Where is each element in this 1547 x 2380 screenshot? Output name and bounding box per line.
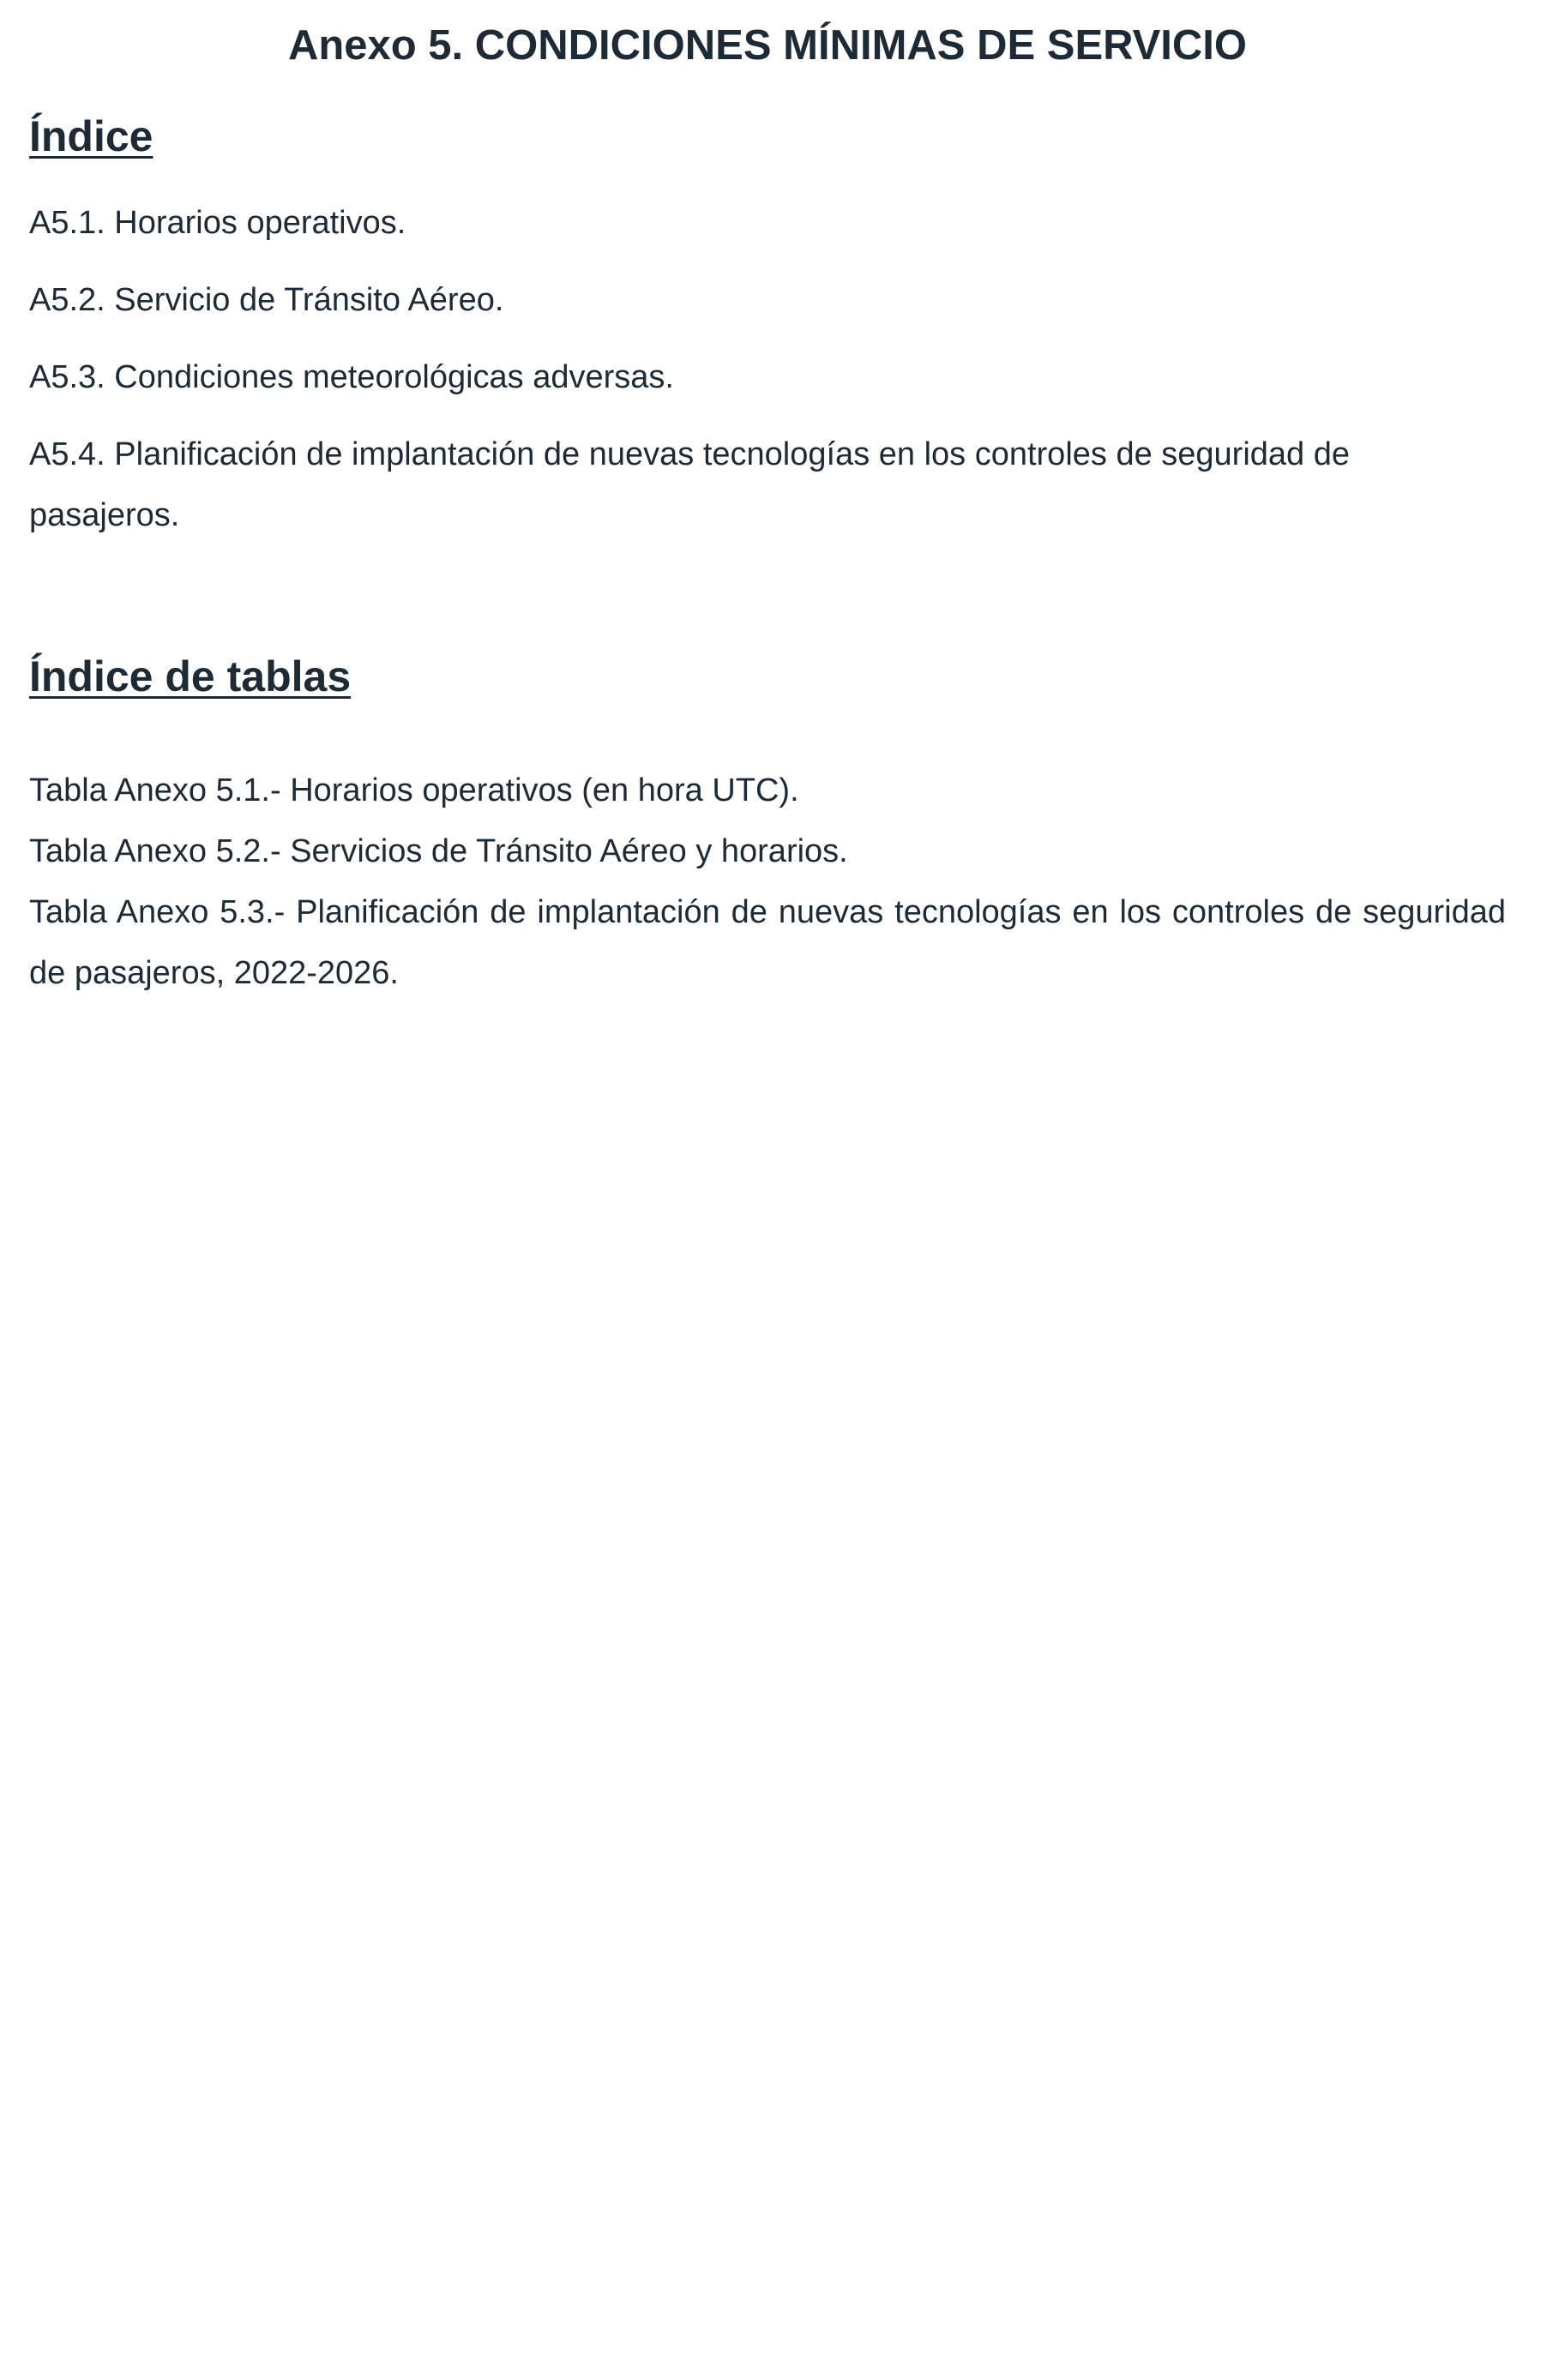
index-item-a5-1: A5.1. Horarios operativos. bbox=[29, 205, 406, 241]
tables-index-list bbox=[29, 760, 1506, 1004]
index-item-a5-3: A5.3. Condiciones meteorológicas adversas. bbox=[29, 359, 674, 395]
index-item-a5-2: A5.2. Servicio de Tránsito Aéreo. bbox=[29, 282, 504, 318]
index-heading: Índice bbox=[29, 112, 153, 160]
index-item-a5-4: A5.4. Planificación de implantación de nuevas tecnologías en los controles de seguridad de pasajeros. bbox=[29, 436, 1351, 533]
tables-index-heading: Índice de tablas bbox=[29, 652, 352, 700]
table-index-item-5-1: Tabla Anexo 5.1.- Horarios operativos (en hora UTC). bbox=[29, 772, 799, 808]
document-page bbox=[29, 0, 1506, 2380]
table-index-item-5-2: Tabla Anexo 5.2.- Servicios de Tránsito Aéreo y horarios. bbox=[29, 833, 848, 869]
table-index-item-5-3: Tabla Anexo 5.3.- Planificación de implantación de nuevas tecnologías en los controles de seguridad de pasajeros, 2022-2026. bbox=[29, 894, 1506, 991]
document-title: Anexo 5. CONDICIONES MÍNIMAS DE SERVICIO bbox=[287, 22, 1248, 69]
index-list bbox=[29, 193, 1506, 562]
